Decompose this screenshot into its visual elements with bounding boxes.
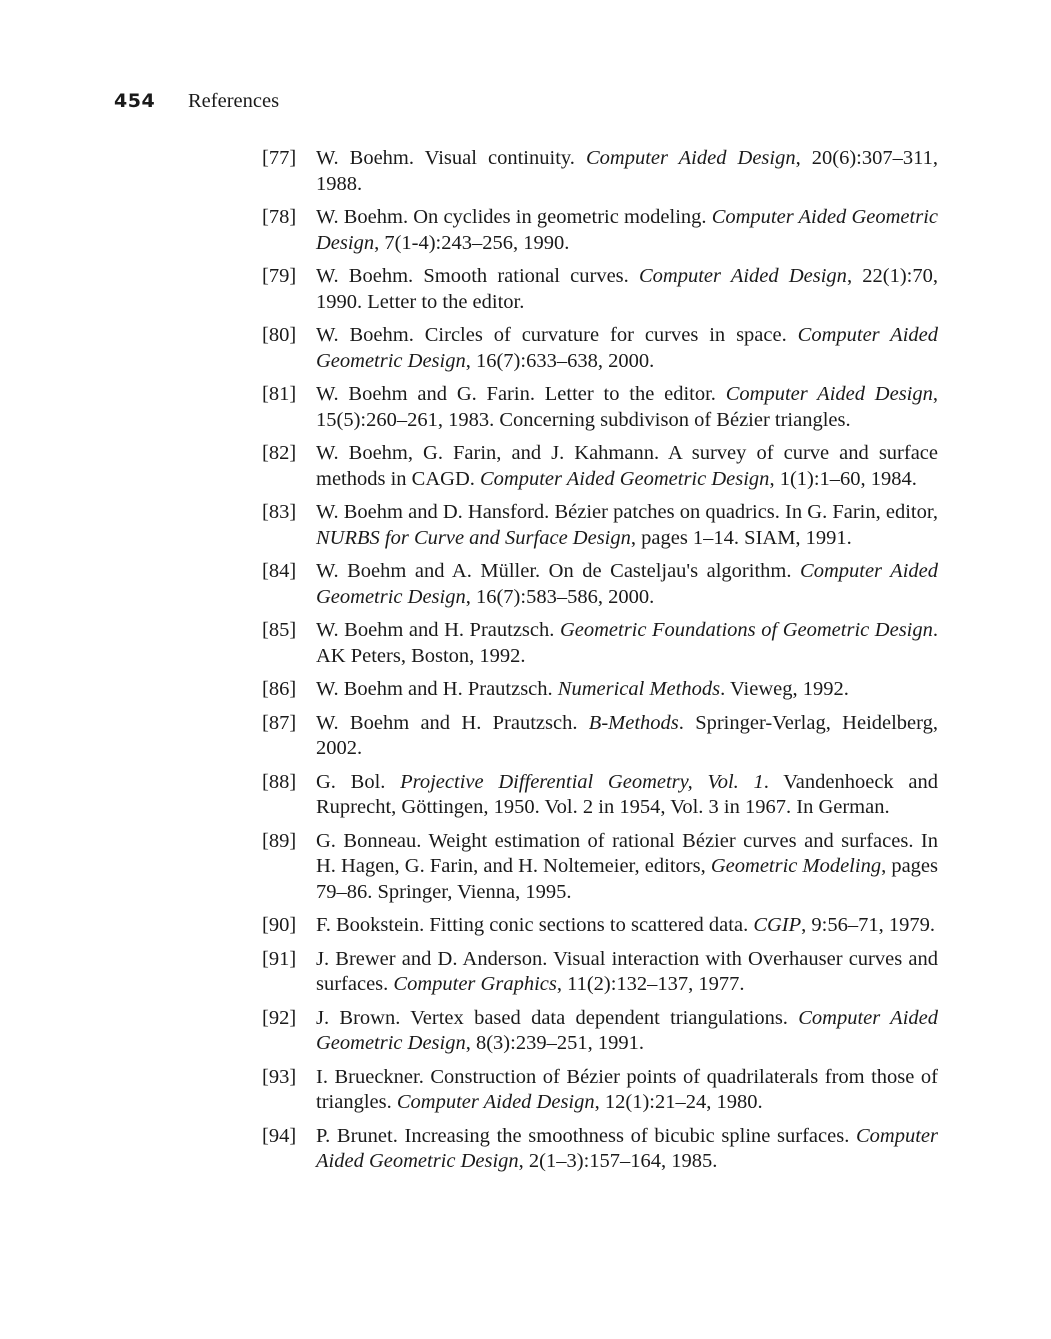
- reference-venue: Computer Aided Geometric Design: [316, 560, 938, 608]
- page-header: [114, 90, 279, 120]
- reference-number: [92]: [262, 1006, 297, 1029]
- reference-text: [316, 205, 938, 256]
- reference-number: [83]: [262, 501, 297, 523]
- reference-entry: [262, 500, 938, 551]
- reference-entry: [262, 618, 938, 669]
- reference-text: [316, 382, 938, 433]
- reference-number: [91]: [262, 947, 297, 970]
- reference-authors-title: P. Brunet. Increasing the smoothness of bicubic spline surfaces.: [316, 1124, 856, 1147]
- reference-number: [93]: [262, 1065, 297, 1088]
- reference-venue: Computer Aided Design: [396, 1091, 595, 1113]
- reference-venue: Computer Aided Design: [725, 383, 933, 405]
- reference-number: [89]: [262, 829, 297, 852]
- reference-authors-title: W. Boehm. On cyclides in geometric modeling.: [316, 206, 712, 228]
- reference-authors-title: W. Boehm and H. Prautzsch.: [316, 678, 558, 700]
- reference-entry: [262, 913, 938, 939]
- reference-authors-title: I. Brueckner. Construction of Bézier points of quadrilaterals from those of triangles.: [316, 1065, 938, 1113]
- reference-number: [88]: [262, 770, 297, 793]
- reference-text: [316, 1065, 938, 1116]
- reference-details: , 16(7):633–638, 2000.: [465, 349, 655, 372]
- reference-authors-title: W. Boehm and H. Prautzsch.: [316, 711, 589, 734]
- reference-entry: [262, 829, 938, 906]
- reference-authors-title: W. Boehm. Visual continuity.: [316, 147, 586, 169]
- page-number: 454: [114, 90, 156, 112]
- reference-number: [77]: [262, 147, 297, 169]
- reference-text: [316, 264, 938, 315]
- reference-text: [316, 323, 938, 374]
- reference-number: [81]: [262, 383, 297, 405]
- reference-details: , 15(5):260–261, 1983. Concerning subdivison of Bézier triangles.: [316, 383, 938, 431]
- reference-details: , pages 79–86. Springer, Vienna, 1995.: [316, 855, 939, 903]
- reference-details: , 8(3):239–251, 1991.: [465, 1032, 644, 1054]
- reference-text: [316, 146, 938, 197]
- reference-text: [316, 947, 938, 998]
- reference-authors-title: G. Bol.: [316, 770, 401, 793]
- reference-number: [86]: [262, 678, 297, 700]
- reference-entry: [262, 947, 938, 998]
- reference-text: [316, 500, 938, 551]
- reference-text: [316, 559, 938, 610]
- reference-number: [94]: [262, 1124, 297, 1147]
- reference-authors-title: G. Bonneau. Weight estimation of rational Bézier curves and surfaces. In H. Hagen, G. Farin, and H. Noltemeier, editors,: [316, 829, 938, 877]
- reference-entry: [262, 677, 938, 703]
- reference-details: , 12(1):21–24, 1980.: [594, 1091, 763, 1113]
- reference-details: . Springer-Verlag, Heidelberg, 2002.: [316, 711, 938, 759]
- reference-entry: [262, 323, 938, 374]
- reference-entry: [262, 1065, 938, 1116]
- reference-authors-title: W. Boehm, G. Farin, and J. Kahmann. A survey of curve and surface methods in CAGD.: [316, 442, 938, 490]
- reference-details: , 20(6):307–311, 1988.: [316, 147, 938, 195]
- reference-details: , 1(1):1–60, 1984.: [769, 467, 917, 490]
- reference-entry: [262, 441, 938, 492]
- reference-authors-title: W. Boehm and G. Farin. Letter to the editor.: [316, 383, 726, 405]
- reference-text: [316, 677, 938, 703]
- reference-details: , 16(7):583–586, 2000.: [465, 585, 655, 608]
- reference-authors-title: W. Boehm and A. Müller. On de Casteljau's algorithm.: [316, 560, 801, 582]
- reference-details: , 2(1–3):157–164, 1985.: [518, 1150, 718, 1172]
- reference-text: [316, 711, 938, 762]
- reference-details: , 9:56–71, 1979.: [801, 914, 935, 936]
- reference-venue: Computer Aided Geometric Design: [316, 1006, 938, 1054]
- reference-details: , pages 1–14. SIAM, 1991.: [630, 526, 852, 549]
- reference-venue: Numerical Methods: [557, 678, 721, 700]
- reference-number: [78]: [262, 206, 297, 228]
- reference-number: [85]: [262, 619, 297, 641]
- reference-venue: Geometric Modeling: [710, 855, 882, 877]
- reference-venue: Computer Aided Geometric Design: [316, 206, 938, 254]
- reference-authors-title: F. Bookstein. Fitting conic sections to scattered data.: [316, 914, 754, 936]
- reference-venue: Computer Aided Design: [585, 147, 796, 169]
- reference-authors-title: J. Brown. Vertex based data dependent triangulations.: [316, 1006, 799, 1029]
- reference-venue: Computer Aided Design: [639, 265, 847, 287]
- reference-text: [316, 1124, 938, 1175]
- reference-entry: [262, 382, 938, 433]
- reference-number: [80]: [262, 324, 297, 346]
- reference-text: [316, 770, 938, 821]
- reference-details: . Vandenhoeck and Ruprecht, Göttingen, 1950. Vol. 2 in 1954, Vol. 3 in 1967. In German.: [316, 770, 938, 818]
- reference-details: . Vieweg, 1992.: [720, 678, 849, 700]
- reference-number: [82]: [262, 442, 297, 464]
- reference-details: , 7(1-4):243–256, 1990.: [374, 231, 570, 254]
- reference-list: [262, 146, 938, 1183]
- reference-venue: Computer Aided Geometric Design: [316, 1124, 938, 1172]
- reference-venue: NURBS for Curve and Surface Design: [316, 526, 631, 549]
- reference-authors-title: W. Boehm and D. Hansford. Bézier patches on quadrics. In G. Farin, editor,: [316, 501, 938, 523]
- reference-entry: [262, 711, 938, 762]
- reference-venue: Computer Aided Geometric Design: [316, 324, 938, 372]
- reference-authors-title: J. Brewer and D. Anderson. Visual interaction with Overhauser curves and surfaces.: [316, 947, 938, 995]
- reference-entry: [262, 1124, 938, 1175]
- reference-details: , 11(2):132–137, 1977.: [556, 973, 745, 995]
- reference-venue: Geometric Foundations of Geometric Design: [559, 619, 933, 641]
- reference-text: [316, 618, 938, 669]
- reference-authors-title: W. Boehm and H. Prautzsch.: [316, 619, 560, 641]
- reference-entry: [262, 205, 938, 256]
- reference-text: [316, 441, 938, 492]
- reference-entry: [262, 146, 938, 197]
- reference-venue: Computer Aided Geometric Design: [480, 467, 770, 490]
- reference-authors-title: W. Boehm. Smooth rational curves.: [316, 265, 639, 287]
- reference-details: . AK Peters, Boston, 1992.: [316, 619, 938, 667]
- reference-authors-title: W. Boehm. Circles of curvature for curves in space.: [316, 324, 798, 346]
- reference-venue: Computer Graphics: [393, 973, 557, 995]
- reference-number: [90]: [262, 914, 297, 936]
- reference-number: [87]: [262, 711, 297, 734]
- reference-number: [84]: [262, 560, 297, 582]
- reference-text: [316, 1006, 938, 1057]
- reference-venue: Projective Differential Geometry, Vol. 1: [400, 770, 764, 793]
- reference-venue: B-Methods: [588, 711, 679, 734]
- reference-entry: [262, 770, 938, 821]
- reference-entry: [262, 1006, 938, 1057]
- reference-text: [316, 829, 938, 906]
- reference-venue: CGIP: [753, 914, 802, 936]
- reference-number: [79]: [262, 265, 297, 287]
- running-title: References: [188, 90, 280, 112]
- reference-text: [316, 913, 938, 939]
- reference-entry: [262, 264, 938, 315]
- reference-entry: [262, 559, 938, 610]
- reference-details: , 22(1):70, 1990. Letter to the editor.: [316, 265, 938, 313]
